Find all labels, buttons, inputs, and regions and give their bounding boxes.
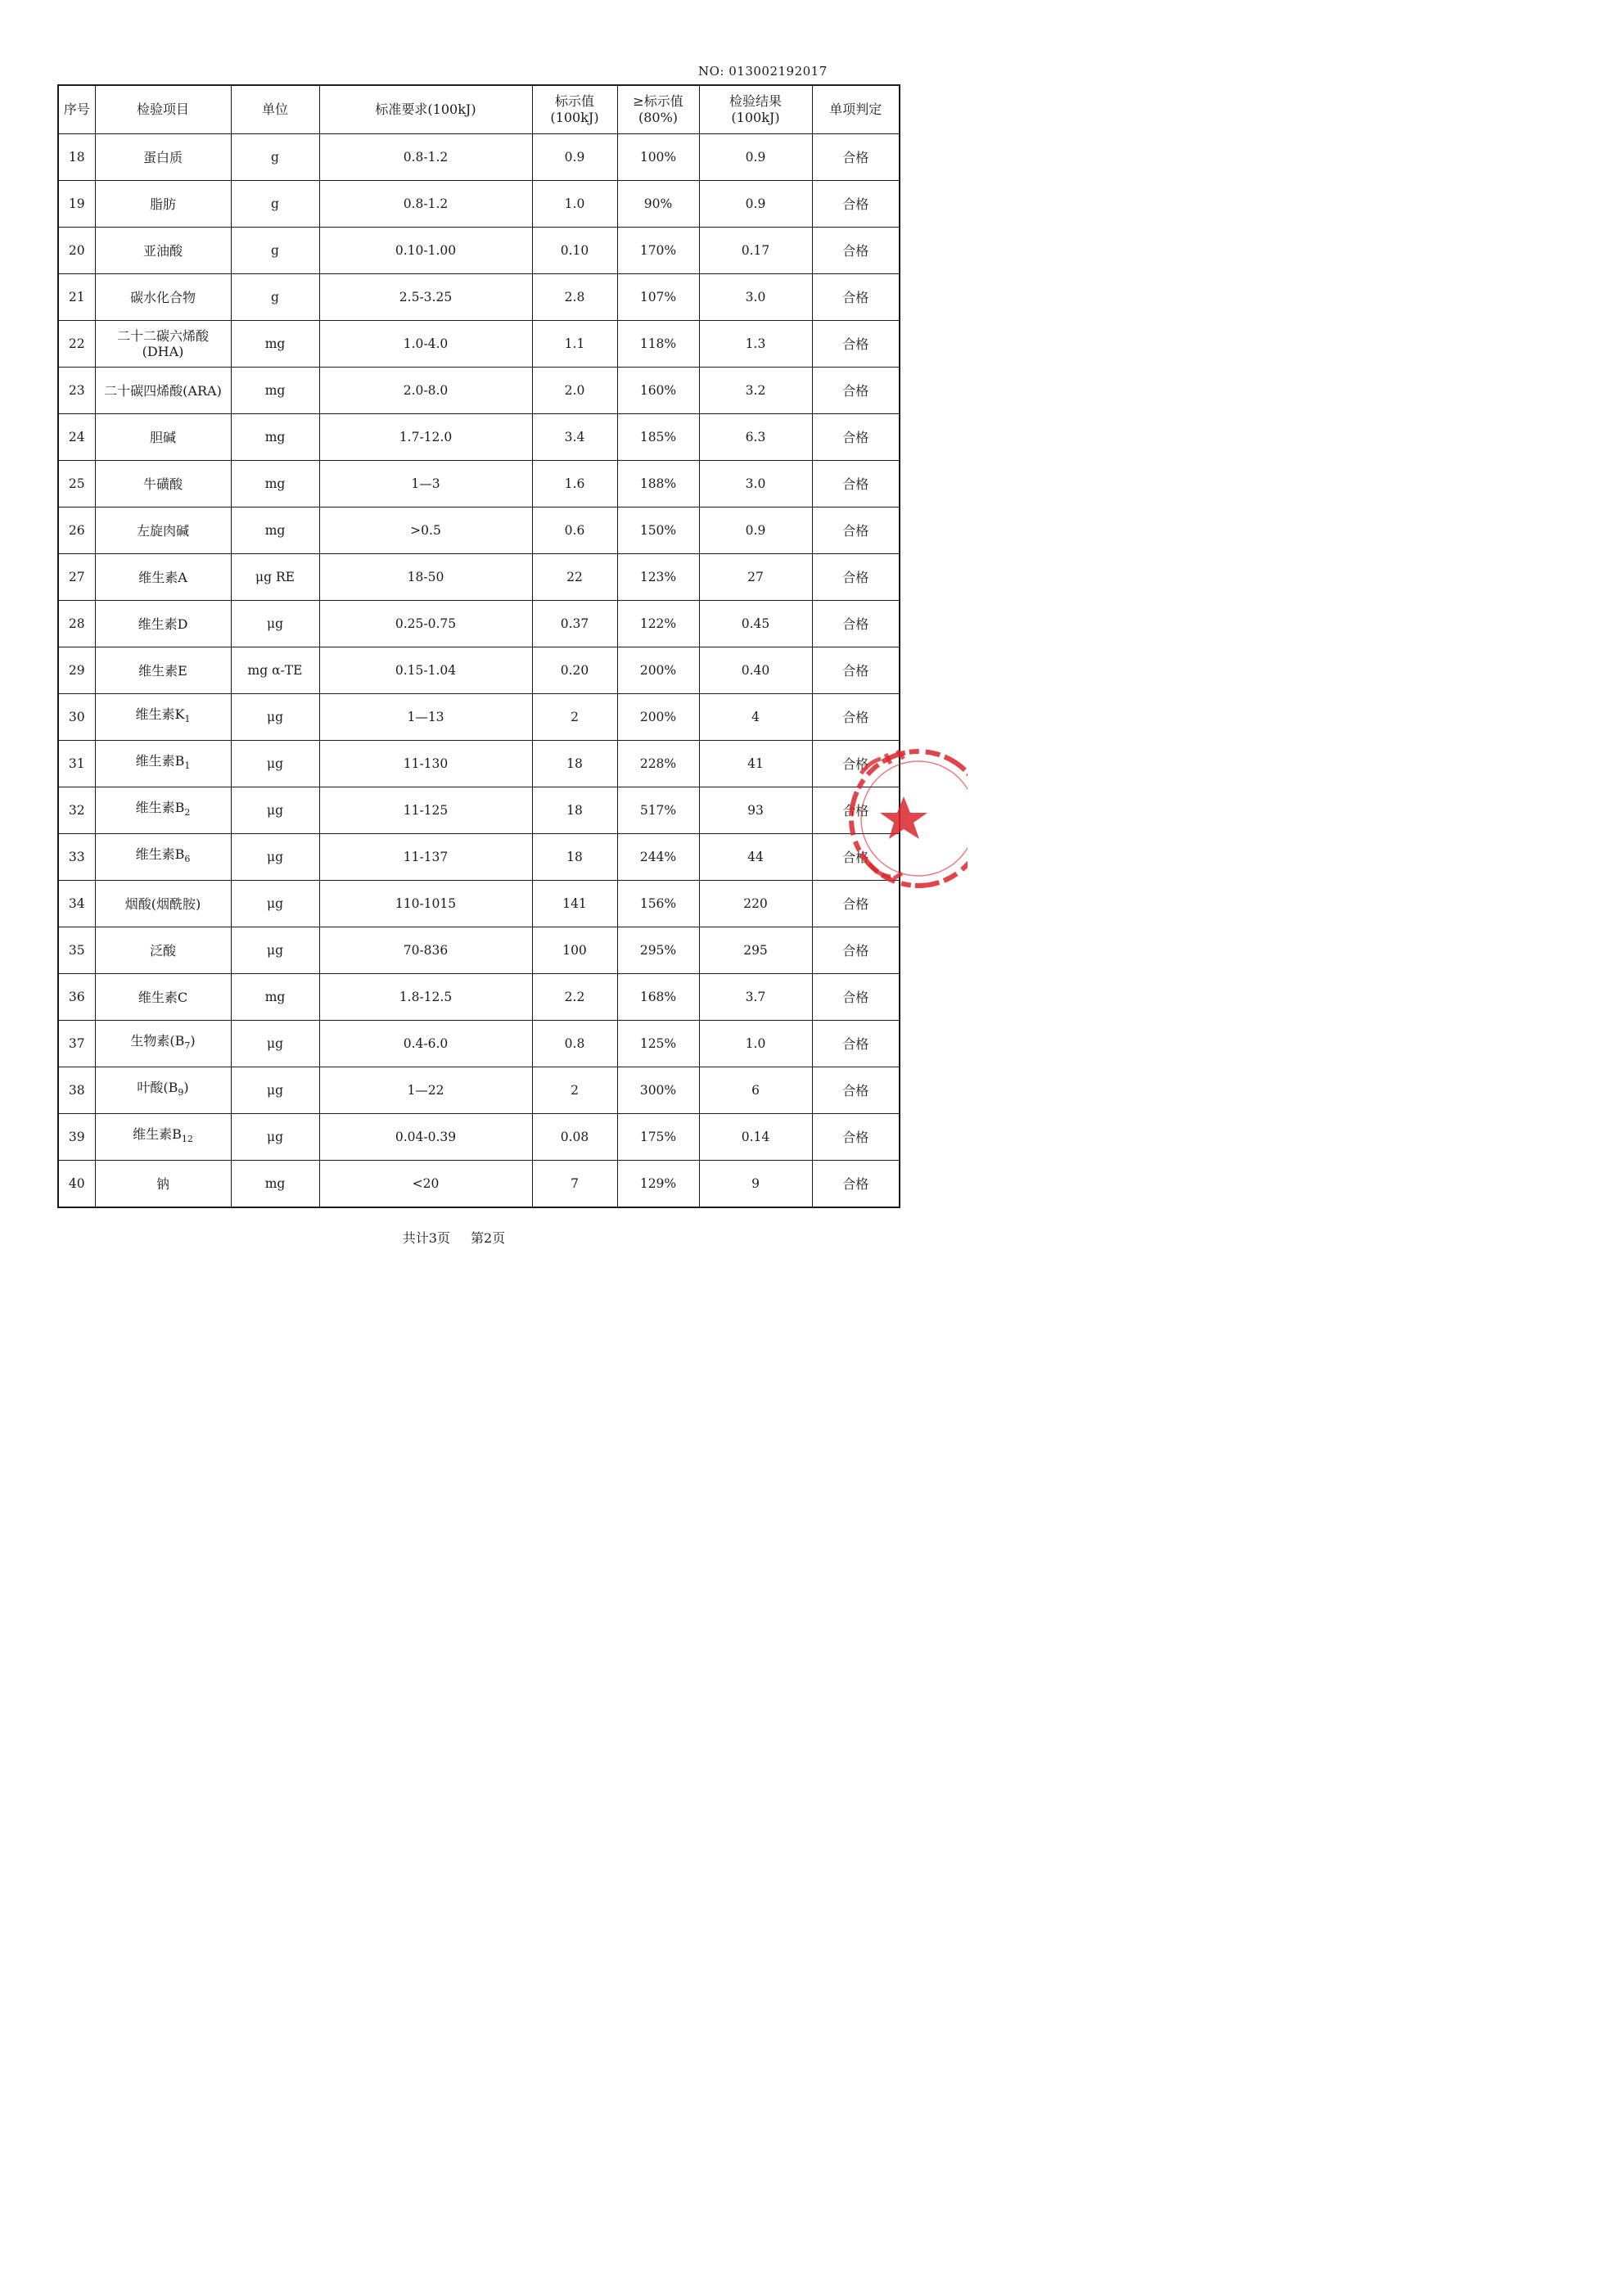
row-declared: 7 <box>532 1161 617 1208</box>
row-item-name: 脂肪 <box>149 196 176 212</box>
row-percent: 244% <box>617 834 699 881</box>
row-item-name: 亚油酸 <box>142 242 183 259</box>
table-row <box>58 228 900 274</box>
table-row <box>58 694 900 741</box>
row-unit: μg <box>231 834 319 881</box>
header-unit: 单位 <box>231 85 319 134</box>
row-seq: 19 <box>58 181 95 228</box>
row-result: 1.3 <box>699 321 812 368</box>
row-result: 1.0 <box>699 1021 812 1067</box>
header-item: 检验项目 <box>95 85 231 134</box>
row-percent: 156% <box>617 881 699 927</box>
table-row <box>58 554 900 601</box>
row-standard: 0.15-1.04 <box>319 647 532 694</box>
row-item <box>95 461 231 507</box>
row-item <box>95 694 231 741</box>
row-item-name: 叶酸(B <box>137 1080 178 1096</box>
row-percent: 170% <box>617 228 699 274</box>
row-seq: 33 <box>58 834 95 881</box>
row-item-name: 维生素A <box>138 569 187 585</box>
row-seq: 39 <box>58 1114 95 1161</box>
row-result: 0.45 <box>699 601 812 647</box>
row-percent: 107% <box>617 274 699 321</box>
row-percent: 168% <box>617 974 699 1021</box>
row-seq: 34 <box>58 881 95 927</box>
table-row <box>58 321 900 368</box>
row-item <box>95 1161 231 1208</box>
row-item-name: 胆碱 <box>149 429 176 445</box>
row-seq: 28 <box>58 601 95 647</box>
row-percent: 150% <box>617 507 699 554</box>
table-row <box>58 1161 900 1208</box>
row-item-line2: (DHA) <box>142 344 184 359</box>
row-percent: 125% <box>617 1021 699 1067</box>
row-declared: 18 <box>532 741 617 787</box>
table-row <box>58 741 900 787</box>
test-results-table <box>57 84 900 1208</box>
row-item <box>95 134 231 181</box>
row-standard: 1.0-4.0 <box>319 321 532 368</box>
row-verdict: 合格 <box>812 274 900 321</box>
row-standard: 1.8-12.5 <box>319 974 532 1021</box>
row-declared: 141 <box>532 881 617 927</box>
row-declared: 0.37 <box>532 601 617 647</box>
row-standard: 1—13 <box>319 694 532 741</box>
header-declared-line2: (100kJ) <box>550 110 599 125</box>
row-percent: 228% <box>617 741 699 787</box>
row-unit: μg <box>231 787 319 834</box>
table-row <box>58 974 900 1021</box>
table-row <box>58 181 900 228</box>
row-standard: >0.5 <box>319 507 532 554</box>
row-seq: 29 <box>58 647 95 694</box>
table-row <box>58 1067 900 1114</box>
row-result: 0.14 <box>699 1114 812 1161</box>
row-standard: 11-125 <box>319 787 532 834</box>
row-item <box>95 601 231 647</box>
row-unit: g <box>231 181 319 228</box>
row-declared: 18 <box>532 787 617 834</box>
row-item-subscript: 7 <box>184 1040 191 1052</box>
table-row <box>58 601 900 647</box>
row-result: 0.17 <box>699 228 812 274</box>
row-standard: 1.7-12.0 <box>319 414 532 461</box>
row-declared: 0.6 <box>532 507 617 554</box>
row-item <box>95 1067 231 1114</box>
total-pages: 共计3页 <box>402 1230 450 1246</box>
row-declared: 2 <box>532 1067 617 1114</box>
row-item-name: 蛋白质 <box>142 149 183 165</box>
row-seq: 27 <box>58 554 95 601</box>
row-declared: 0.08 <box>532 1114 617 1161</box>
test-results-table-wrapper <box>57 84 899 1208</box>
row-item <box>95 321 231 368</box>
table-row <box>58 134 900 181</box>
row-unit: mg <box>231 1161 319 1208</box>
row-item-name: 维生素E <box>138 662 187 679</box>
header-row <box>58 85 900 134</box>
row-percent: 300% <box>617 1067 699 1114</box>
row-standard: 11-137 <box>319 834 532 881</box>
row-item <box>95 507 231 554</box>
row-item-subscript: 1 <box>184 714 191 725</box>
row-item-name: 烟酸(烟酰胺) <box>124 895 201 912</box>
row-standard: 1—22 <box>319 1067 532 1114</box>
row-item <box>95 554 231 601</box>
row-result: 0.9 <box>699 507 812 554</box>
row-item-name: 牛磺酸 <box>142 476 183 492</box>
row-verdict: 合格 <box>812 134 900 181</box>
row-result: 0.9 <box>699 134 812 181</box>
row-unit: μg <box>231 1114 319 1161</box>
row-unit: μg <box>231 1067 319 1114</box>
row-seq: 23 <box>58 368 95 414</box>
row-seq: 18 <box>58 134 95 181</box>
row-standard: 0.10-1.00 <box>319 228 532 274</box>
row-item <box>95 368 231 414</box>
table-header <box>58 85 900 134</box>
row-verdict: 合格 <box>812 554 900 601</box>
row-verdict: 合格 <box>812 834 900 881</box>
header-result-line1: 检验结果 <box>729 93 782 109</box>
header-standard: 标准要求(100kJ) <box>319 85 532 134</box>
row-seq: 40 <box>58 1161 95 1208</box>
header-percent-line1: ≥标示值 <box>633 93 683 109</box>
row-declared: 2 <box>532 694 617 741</box>
row-item-name: 泛酸 <box>149 942 176 959</box>
row-percent: 118% <box>617 321 699 368</box>
row-percent: 122% <box>617 601 699 647</box>
row-seq: 24 <box>58 414 95 461</box>
row-item-subscript: 6 <box>184 854 191 865</box>
row-verdict: 合格 <box>812 1161 900 1208</box>
row-result: 41 <box>699 741 812 787</box>
row-verdict: 合格 <box>812 601 900 647</box>
row-verdict: 合格 <box>812 647 900 694</box>
row-item-name: 左旋肉碱 <box>136 522 189 539</box>
row-unit: μg <box>231 601 319 647</box>
row-item-name: 钠 <box>156 1175 169 1192</box>
row-result: 4 <box>699 694 812 741</box>
row-standard: 2.0-8.0 <box>319 368 532 414</box>
row-percent: 123% <box>617 554 699 601</box>
row-percent: 100% <box>617 134 699 181</box>
row-item <box>95 741 231 787</box>
table-row <box>58 787 900 834</box>
row-verdict: 合格 <box>812 1114 900 1161</box>
row-verdict: 合格 <box>812 741 900 787</box>
table-row <box>58 507 900 554</box>
row-unit: mg <box>231 507 319 554</box>
row-item-tail: ) <box>190 1033 196 1049</box>
row-item <box>95 181 231 228</box>
row-declared: 3.4 <box>532 414 617 461</box>
row-standard: 11-130 <box>319 741 532 787</box>
table-row <box>58 368 900 414</box>
row-item <box>95 834 231 881</box>
row-item-subscript: 2 <box>184 807 191 819</box>
row-item-subscript: 12 <box>181 1134 193 1145</box>
row-seq: 31 <box>58 741 95 787</box>
row-unit: μg <box>231 881 319 927</box>
row-result: 27 <box>699 554 812 601</box>
row-standard: <20 <box>319 1161 532 1208</box>
row-seq: 22 <box>58 321 95 368</box>
row-seq: 20 <box>58 228 95 274</box>
row-item-name: 二十碳四烯酸(ARA) <box>104 382 222 399</box>
row-declared: 1.6 <box>532 461 617 507</box>
row-unit: mg <box>231 461 319 507</box>
row-result: 295 <box>699 927 812 974</box>
row-unit: μg <box>231 694 319 741</box>
row-item-name: 生物素(B <box>130 1033 185 1049</box>
row-result: 3.0 <box>699 461 812 507</box>
row-standard: 1—3 <box>319 461 532 507</box>
row-unit: mg <box>231 321 319 368</box>
row-percent: 129% <box>617 1161 699 1208</box>
page-footer <box>0 1228 908 1247</box>
header-declared <box>532 85 617 134</box>
row-verdict: 合格 <box>812 507 900 554</box>
row-item <box>95 647 231 694</box>
row-verdict: 合格 <box>812 694 900 741</box>
header-declared-line1: 标示值 <box>554 93 594 109</box>
report-number: NO: 013002192017 <box>698 64 828 79</box>
row-declared: 2.8 <box>532 274 617 321</box>
row-unit: g <box>231 274 319 321</box>
row-standard: 18-50 <box>319 554 532 601</box>
row-verdict: 合格 <box>812 974 900 1021</box>
row-item <box>95 274 231 321</box>
row-unit: μg <box>231 741 319 787</box>
row-item-name: 维生素B <box>135 753 185 769</box>
row-declared: 1.0 <box>532 181 617 228</box>
header-result-line2: (100kJ) <box>731 110 780 125</box>
table-row <box>58 274 900 321</box>
row-standard: 70-836 <box>319 927 532 974</box>
row-verdict: 合格 <box>812 414 900 461</box>
header-seq: 序号 <box>58 85 95 134</box>
row-percent: 295% <box>617 927 699 974</box>
row-standard: 2.5-3.25 <box>319 274 532 321</box>
row-percent: 188% <box>617 461 699 507</box>
row-percent: 160% <box>617 368 699 414</box>
row-standard: 0.8-1.2 <box>319 134 532 181</box>
row-item-name: 维生素B <box>133 1126 182 1143</box>
row-declared: 22 <box>532 554 617 601</box>
row-seq: 26 <box>58 507 95 554</box>
row-result: 9 <box>699 1161 812 1208</box>
row-unit: mg <box>231 368 319 414</box>
header-result <box>699 85 812 134</box>
row-item <box>95 787 231 834</box>
row-unit: g <box>231 228 319 274</box>
row-declared: 18 <box>532 834 617 881</box>
row-seq: 30 <box>58 694 95 741</box>
header-verdict: 单项判定 <box>812 85 900 134</box>
row-standard: 0.8-1.2 <box>319 181 532 228</box>
row-result: 0.9 <box>699 181 812 228</box>
row-unit: mg <box>231 414 319 461</box>
table-row <box>58 414 900 461</box>
row-declared: 0.20 <box>532 647 617 694</box>
row-declared: 2.0 <box>532 368 617 414</box>
row-verdict: 合格 <box>812 1021 900 1067</box>
row-result: 93 <box>699 787 812 834</box>
row-item-name: 维生素K <box>135 706 185 723</box>
row-standard: 0.4-6.0 <box>319 1021 532 1067</box>
row-item <box>95 927 231 974</box>
row-standard: 0.04-0.39 <box>319 1114 532 1161</box>
row-percent: 90% <box>617 181 699 228</box>
row-unit: μg RE <box>231 554 319 601</box>
row-declared: 2.2 <box>532 974 617 1021</box>
row-verdict: 合格 <box>812 181 900 228</box>
row-item-name: 二十二碳六烯酸 <box>116 328 209 344</box>
row-declared: 0.10 <box>532 228 617 274</box>
row-unit: g <box>231 134 319 181</box>
row-item-name: 维生素C <box>138 989 188 1005</box>
row-declared: 1.1 <box>532 321 617 368</box>
row-result: 6.3 <box>699 414 812 461</box>
row-unit: μg <box>231 927 319 974</box>
table-body <box>58 134 900 1208</box>
row-percent: 175% <box>617 1114 699 1161</box>
row-item <box>95 414 231 461</box>
row-result: 0.40 <box>699 647 812 694</box>
table-row <box>58 927 900 974</box>
row-seq: 32 <box>58 787 95 834</box>
row-verdict: 合格 <box>812 321 900 368</box>
row-seq: 37 <box>58 1021 95 1067</box>
row-result: 44 <box>699 834 812 881</box>
row-seq: 36 <box>58 974 95 1021</box>
row-declared: 100 <box>532 927 617 974</box>
row-verdict: 合格 <box>812 228 900 274</box>
row-verdict: 合格 <box>812 1067 900 1114</box>
row-verdict: 合格 <box>812 787 900 834</box>
row-result: 220 <box>699 881 812 927</box>
table-row <box>58 834 900 881</box>
row-item <box>95 881 231 927</box>
row-percent: 200% <box>617 694 699 741</box>
header-percent <box>617 85 699 134</box>
row-item-name: 维生素B <box>135 800 185 816</box>
row-standard: 110-1015 <box>319 881 532 927</box>
row-unit: mg <box>231 974 319 1021</box>
current-page: 第2页 <box>471 1230 506 1246</box>
table-row <box>58 647 900 694</box>
row-verdict: 合格 <box>812 368 900 414</box>
table-row <box>58 881 900 927</box>
row-percent: 517% <box>617 787 699 834</box>
row-percent: 185% <box>617 414 699 461</box>
table-row <box>58 1114 900 1161</box>
header-percent-line2: (80%) <box>638 110 679 125</box>
row-item <box>95 228 231 274</box>
row-result: 3.2 <box>699 368 812 414</box>
row-seq: 25 <box>58 461 95 507</box>
row-item-tail: ) <box>183 1080 189 1096</box>
row-verdict: 合格 <box>812 881 900 927</box>
row-result: 3.7 <box>699 974 812 1021</box>
table-row <box>58 1021 900 1067</box>
row-unit: μg <box>231 1021 319 1067</box>
row-seq: 38 <box>58 1067 95 1114</box>
row-declared: 0.8 <box>532 1021 617 1067</box>
row-verdict: 合格 <box>812 927 900 974</box>
row-result: 3.0 <box>699 274 812 321</box>
row-item <box>95 1021 231 1067</box>
row-item <box>95 974 231 1021</box>
row-seq: 35 <box>58 927 95 974</box>
row-item <box>95 1114 231 1161</box>
row-result: 6 <box>699 1067 812 1114</box>
table-row <box>58 461 900 507</box>
row-standard: 0.25-0.75 <box>319 601 532 647</box>
row-item-subscript: 9 <box>178 1087 184 1098</box>
row-verdict: 合格 <box>812 461 900 507</box>
row-declared: 0.9 <box>532 134 617 181</box>
row-unit: mg α-TE <box>231 647 319 694</box>
row-seq: 21 <box>58 274 95 321</box>
row-item-name: 碳水化合物 <box>129 289 196 305</box>
row-item-subscript: 1 <box>184 760 191 772</box>
row-percent: 200% <box>617 647 699 694</box>
row-item-name: 维生素B <box>135 846 185 863</box>
row-item-name: 维生素D <box>138 616 188 632</box>
